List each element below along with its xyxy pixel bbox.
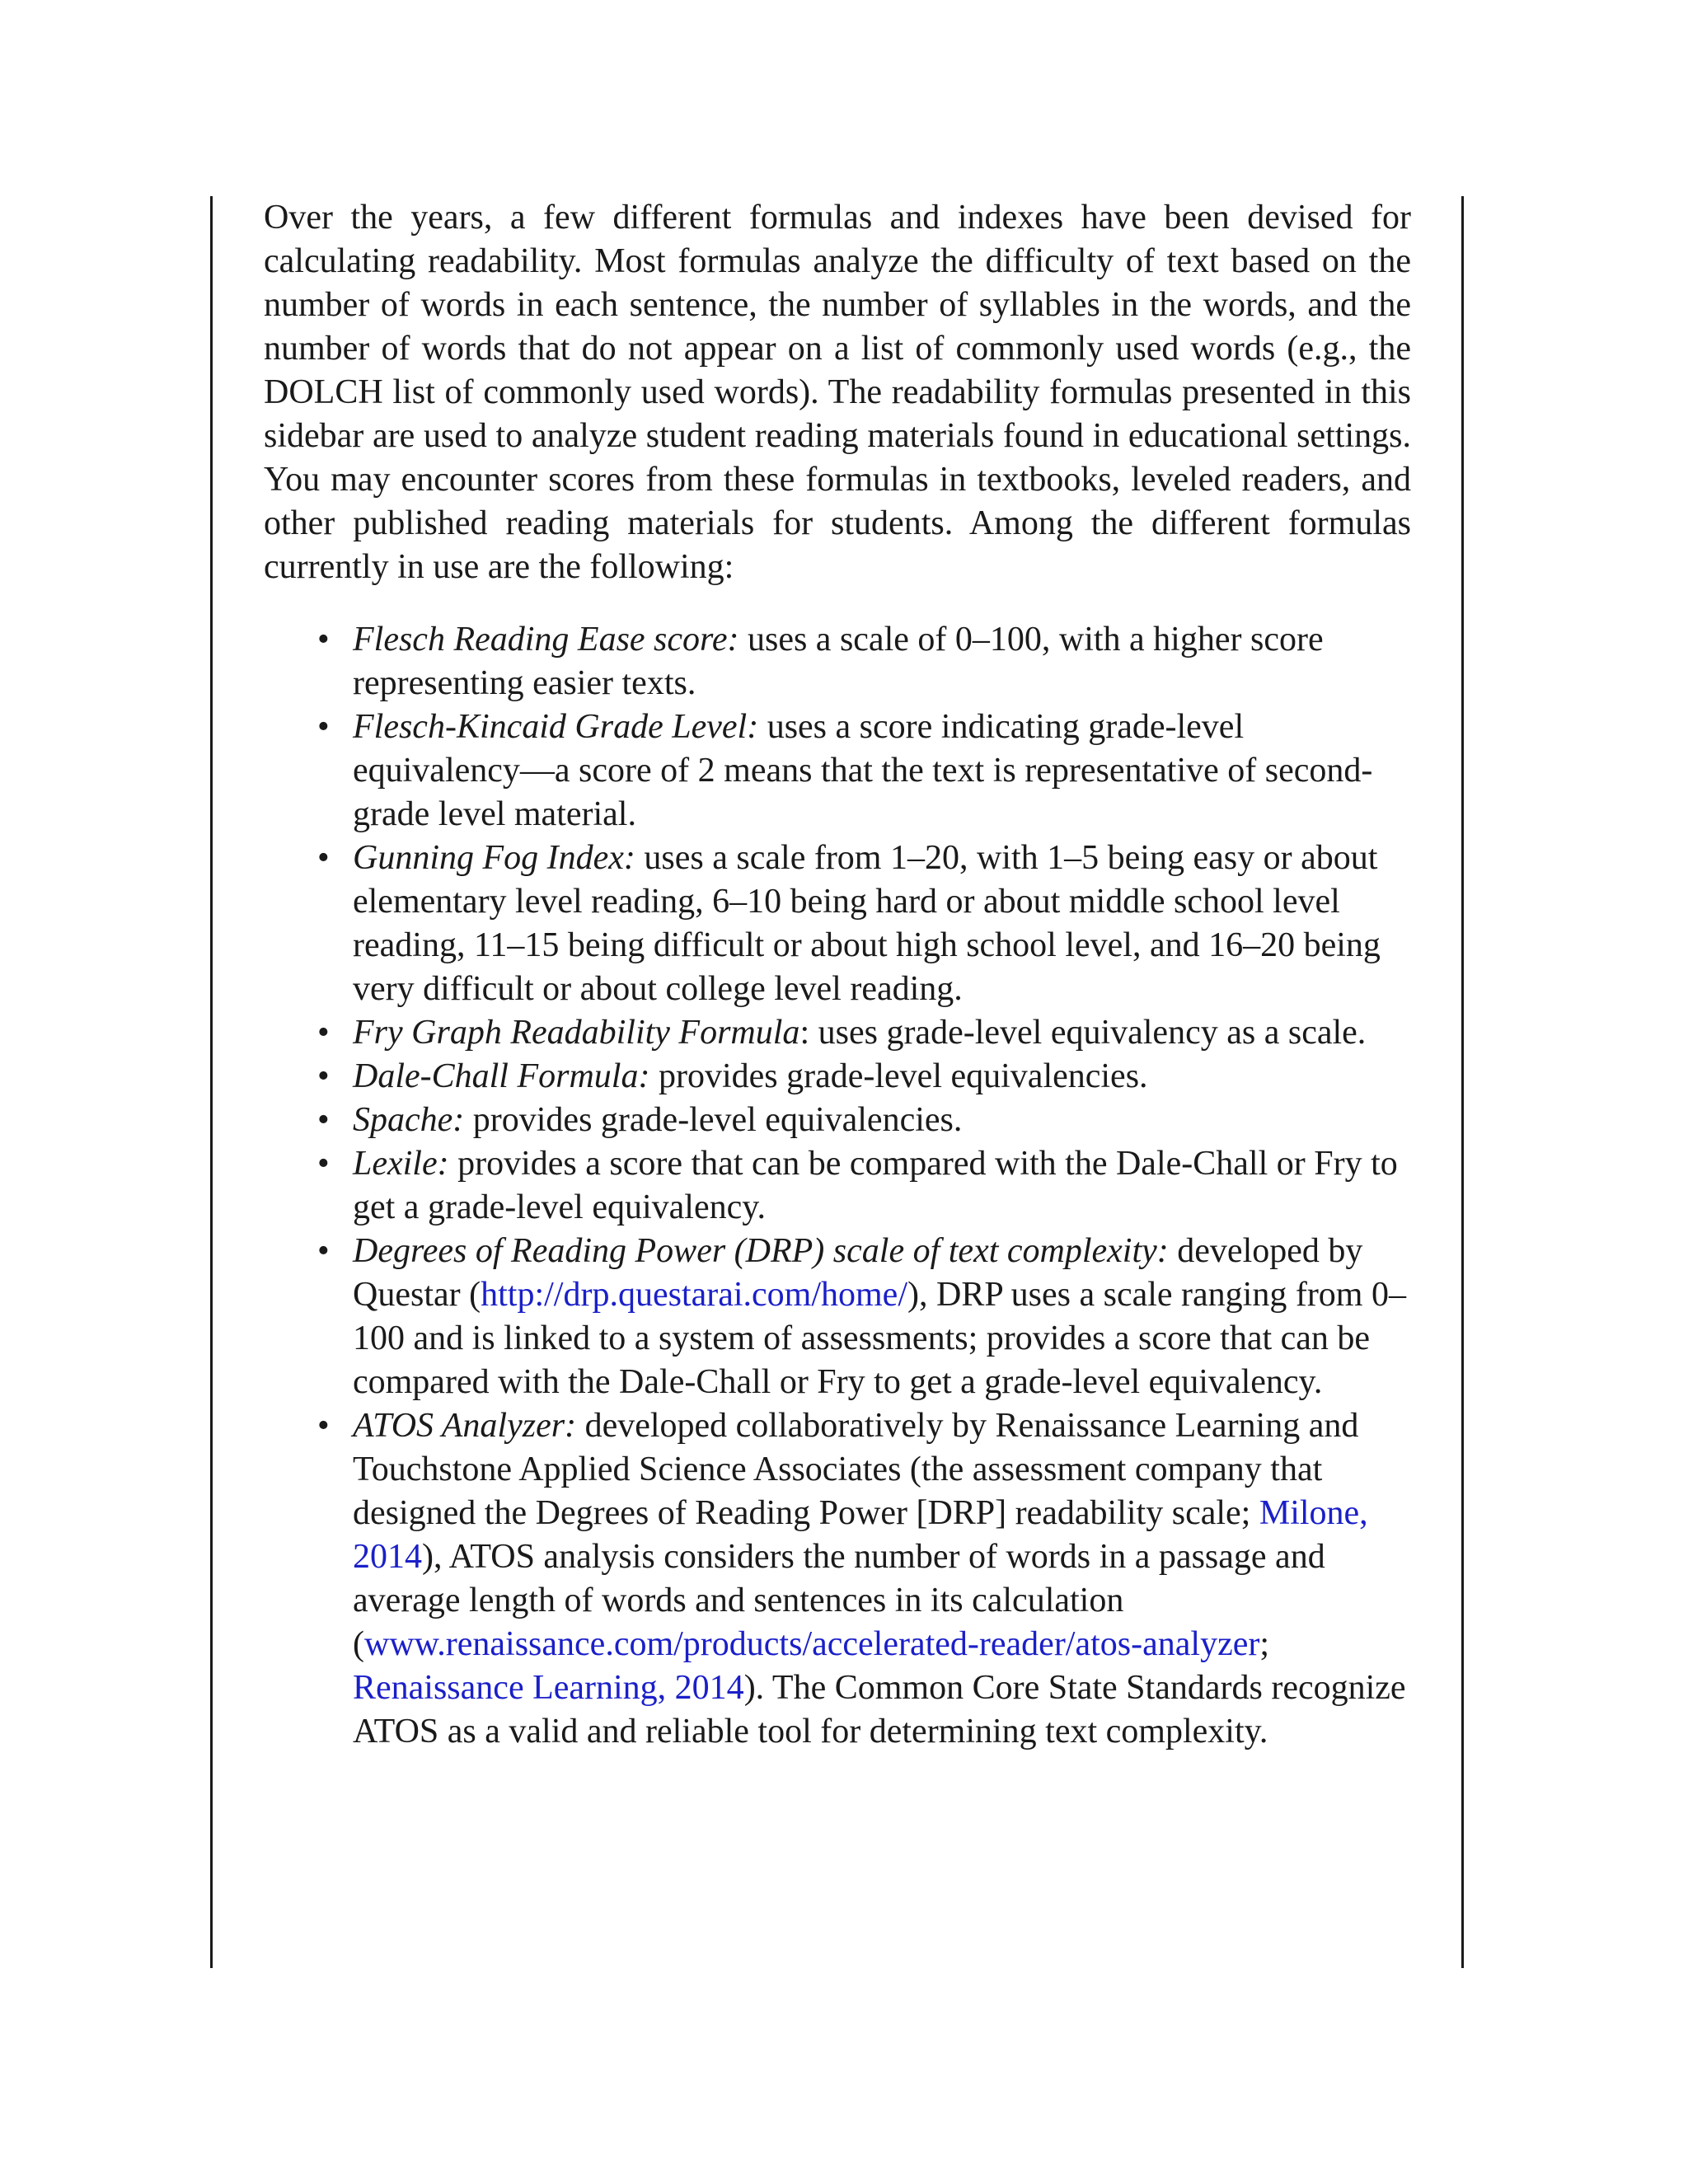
formula-list bbox=[264, 618, 1411, 1754]
item-text: provides grade-level equivalencies. bbox=[464, 1101, 963, 1139]
item-text: ), ATOS analysis considers the number of words in a passage and average length of words and sentences in its calculation ( bbox=[353, 1538, 1325, 1663]
list-item-fry-graph bbox=[317, 1011, 1411, 1055]
sidebar-right-rule bbox=[1461, 196, 1464, 1968]
bullet-icon: • bbox=[317, 1407, 330, 1445]
item-text: uses a score indicating grade-level equivalency—a score of 2 means that the text is representative of second-grade level material. bbox=[353, 708, 1373, 833]
item-term: Dale-Chall Formula: bbox=[353, 1057, 650, 1095]
item-term: Degrees of Reading Power (DRP) scale of text complexity: bbox=[353, 1232, 1169, 1270]
item-text: : uses grade-level equivalency as a scale. bbox=[799, 1014, 1367, 1052]
list-item-flesch-reading-ease bbox=[317, 618, 1411, 705]
milone-citation-link[interactable]: Milone, 2014 bbox=[353, 1494, 1368, 1576]
item-term: Lexile: bbox=[353, 1145, 449, 1183]
item-text: provides a score that can be compared with the Dale-Chall or Fry to get a grade-level equivalency. bbox=[353, 1145, 1398, 1226]
item-text: developed collaboratively by Renaissance Learning and Touchstone Applied Science Associates (the assessment company that designed the Degrees of Reading Power [DRP] readability scale; bbox=[353, 1407, 1359, 1532]
list-item-dale-chall bbox=[317, 1055, 1411, 1099]
item-text: provides grade-level equivalencies. bbox=[649, 1057, 1148, 1095]
item-text: uses a scale from 1–20, with 1–5 being easy or about elementary level reading, 6–10 being hard or about middle school level reading, 11–15 being difficult or about high school level, and 16–20 being very difficult or about college level reading. bbox=[353, 839, 1381, 1008]
bullet-icon: • bbox=[317, 1145, 330, 1183]
list-item-gunning-fog bbox=[317, 837, 1411, 1011]
item-text: ), DRP uses a scale ranging from 0–100 and is linked to a system of assessments; provides a score that can be compared with the Dale-Chall or Fry to get a grade-level equivalency. bbox=[353, 1276, 1406, 1401]
bullet-icon: • bbox=[317, 708, 330, 746]
item-text: ). The Common Core State Standards recognize ATOS as a valid and reliable tool for determining text complexity. bbox=[353, 1669, 1406, 1750]
readability-sidebar bbox=[264, 196, 1411, 1754]
bullet-icon: • bbox=[317, 1232, 330, 1270]
bullet-icon: • bbox=[317, 1101, 330, 1139]
bullet-icon: • bbox=[317, 839, 330, 877]
bullet-icon: • bbox=[317, 621, 330, 658]
list-item-drp bbox=[317, 1230, 1411, 1404]
item-text: uses a scale of 0–100, with a higher score representing easier texts. bbox=[353, 621, 1324, 702]
list-item-atos bbox=[317, 1404, 1411, 1754]
bullet-icon: • bbox=[317, 1057, 330, 1095]
list-item-lexile bbox=[317, 1142, 1411, 1230]
item-term: ATOS Analyzer: bbox=[353, 1407, 577, 1445]
renaissance-url-link[interactable]: www.renaissance.com/products/accelerated-reader/atos-analyzer bbox=[364, 1625, 1260, 1663]
item-term: Spache: bbox=[353, 1101, 465, 1139]
item-term: Flesch-Kincaid Grade Level: bbox=[353, 708, 759, 746]
item-term: Fry Graph Readability Formula bbox=[353, 1014, 800, 1052]
item-text: developed by Questar ( bbox=[353, 1232, 1363, 1314]
list-item-flesch-kincaid bbox=[317, 705, 1411, 837]
item-term: Flesch Reading Ease score: bbox=[353, 621, 739, 658]
list-item-spache bbox=[317, 1099, 1411, 1142]
sidebar-left-rule bbox=[210, 196, 213, 1968]
item-text: ; bbox=[1259, 1625, 1270, 1663]
bullet-icon: • bbox=[317, 1014, 330, 1052]
renaissance-citation-link[interactable]: Renaissance Learning, 2014 bbox=[353, 1669, 744, 1707]
item-term: Gunning Fog Index: bbox=[353, 839, 635, 877]
questar-link[interactable]: http://drp.questarai.com/home/ bbox=[481, 1276, 907, 1314]
intro-paragraph: Over the years, a few different formulas and indexes have been devised for calculating readability. Most formulas analyze the difficulty of text based on the number of words in each sentence, the number of syllables in the words, and the number of words that do not appear on a list of commonly used words (e.g., the DOLCH list of commonly used words). The readability formulas presented in this sidebar are used to analyze student reading materials found in educational settings. You may encounter scores from these formulas in textbooks, leveled readers, and other published reading materials for students. Among the different formulas currently in use are the following: bbox=[264, 199, 1411, 586]
